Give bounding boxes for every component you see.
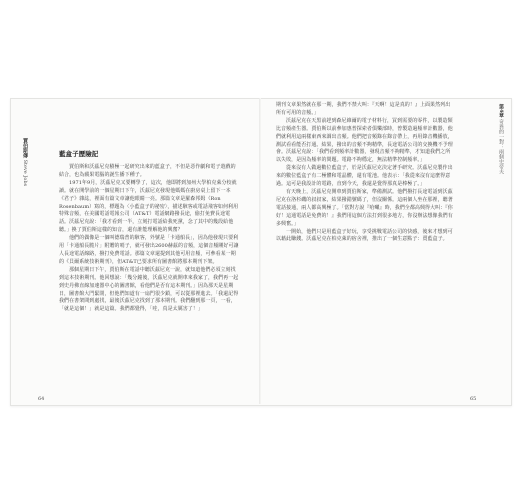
right-page-number: 65 — [470, 396, 477, 402]
left-page — [59, 150, 239, 314]
left-running-head-subtitle: Steve Jobs — [22, 159, 28, 187]
right-paragraph: 一開始，他們只是用藍盒子好玩，享受挑戰電話公司的快感，後來才想到可以藉此賺錢。沃茲尼克在柏克萊的宿舍裡，推出了一個生意點子：賣藍盒子。 — [276, 228, 453, 243]
left-paragraph: 賈伯斯和沃茲尼克積極一起研究出來的藍盒子，不但是惡作劇和電子遊戲的結合，也為蘋果電腦的誕生播下種子。 — [59, 164, 236, 178]
section-title: 藍盒子歷險記 — [59, 150, 99, 158]
right-running-head — [492, 104, 504, 174]
left-running-head-title: 賈伯斯傳 — [22, 138, 28, 158]
left-paragraph: 1971年9月，沃茲尼克又要轉學了，這次，他即將到加州大學柏克萊分校就讀。就在開學前的一個星期日下午，沃茲尼克發現他媽媽在廚房桌上留下一本《君子》雜誌，裡面有篇文章讓他眼睛一亮。那篇文章是羅森邦姆（Ron Rosenbaum）寫的，標題為〈小藍盒子的祕密〉，描述駭客或電話飛客如何利用特殊音頻，在美國電話電報公司（AT&T）電話網路撥長途，偷打免費長途電話。沃茲尼克說：「我才看到一半，立刻打電話給我死黨，念了其中的幾段給他聽。」換了賈伯斯這樣的知音，還有誰能理解他的興奮？ — [59, 179, 239, 234]
right-page — [276, 102, 455, 244]
left-running-head — [16, 138, 28, 186]
right-running-head-subtitle: 奇異的一對：兩個史帝夫 — [498, 119, 504, 175]
book-gutter — [259, 98, 261, 404]
left-paragraph: 那個星期日下午，賈伯斯在電話中聽沃茲尼克一說，就知道他們必須立刻找到這本技術期刊。他回想說：「幾分鐘後，沃茲尼克就開車來我家了，我們再一起到史丹佛直線加速器中心的圖書館，看他們是否有這本期刊。」因為那天是星期日，圖書館大門緊閉，但他們知道有一扇門很少鎖，可以從那裡進去。「我還記得我們在書架間到處找，最後沃茲尼克找到了那本期刊。我們翻到那一頁，一看，「就是這個！」就是這篇。我們都覺得，「哇，真是太厲害了！」 — [59, 266, 239, 313]
right-paragraph: 期刊文章果然就在那一期，我們不禁大叫：『天啊！這是真的！』上面果然列出所有可用的音頻。」 — [276, 102, 451, 116]
right-paragraph: 沃茲尼克在天黑前趕到森尼維爾的電子材料行，買到需要的零件，以製造類比音頻產生器。賈伯斯以前參加惠普探索者俱樂部時，曾製造過頻率計數器，他們就利用這兩樣東西來調出音頻。他們把音頻錄在錄音帶上，再用錄音機播放，測試看看能否打通。結果，撥出的音頻不夠精準，長途電話公司的交換機不予理會。沃茲尼克說：「我們看到頻率計數器，發現音頻不夠精準，才知道我們之所以失敗，是因為頻率的問題。電路不夠穩定，無法精準控制頻率。」 — [276, 117, 453, 164]
right-paragraph: 從來沒有人做過數位藍盒子，於是沃茲尼克決定著手研究。沃茲尼克製作出來的數位藍盒子有二極體和電晶體，還有電池。他表示：「我從來沒有這麼得意過。這可是我設計的電路，直到今天，我還是覺得那真是棒極了。」 — [276, 165, 453, 188]
right-running-head-title: 第4章 — [498, 104, 504, 118]
left-page-number: 64 — [38, 396, 45, 402]
left-paragraph: 他們的偶像是一個叫德瑞普的駭客，外號是「卡通船長」，因為他發現只要利用「卡通船長脆片」附贈的哨子，就可發出2600赫茲的音頻，這個音頻剛好可讓人長途電話線路，撥打免費電話。那篇文章還提到其他可用音頻，可參看某一期的《貝爾系統技術期刊》，但AT&T已要求所有圖書館將那本期刊下架。 — [59, 235, 239, 265]
right-paragraph: 有天晚上，沃茲尼克開車到賈伯斯家，準備測試。他們撥打長途電話到沃茲尼克在洛杉磯的叔叔家，結果撥錯號碼了，但沒關係。這兩個人坐在那裡，聽著電話接通，兩人都高興極了。「當對方說『哈囉』時，我們全都高興得大叫：『你好！這通電話是免費的！』我們用這個方法打到很多地方，你沒辦法想像我們有多興奮。」 — [276, 188, 453, 227]
